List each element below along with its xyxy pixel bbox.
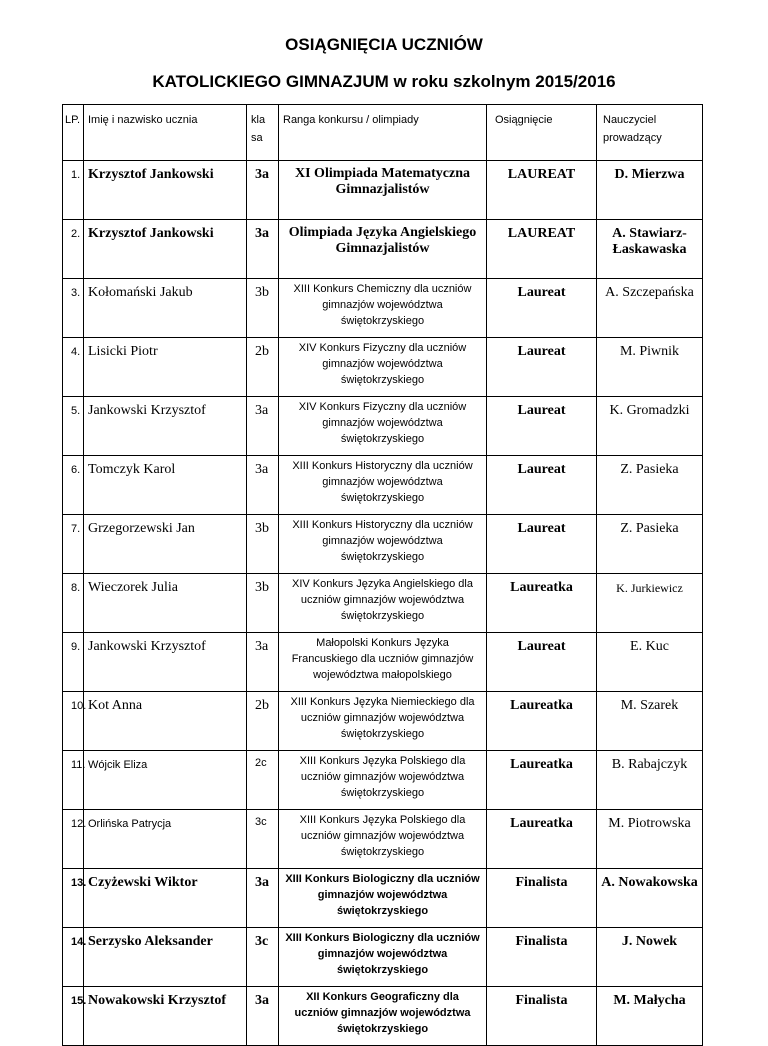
cell-name: Krzysztof Jankowski xyxy=(84,220,247,279)
table-row xyxy=(63,456,703,515)
cell-class: 3b xyxy=(247,515,279,574)
cell-achievement: LAUREAT xyxy=(487,161,597,220)
header-class: kla sa xyxy=(247,105,279,161)
cell-rank: XIII Konkurs Języka Niemieckiego dla uczniów gimnazjów województwa świętokrzyskiego xyxy=(279,692,487,751)
cell-rank: XIII Konkurs Biologiczny dla uczniów gimnazjów województwa świętokrzyskiego xyxy=(279,928,487,987)
table-row xyxy=(63,751,703,810)
cell-class: 3c xyxy=(247,928,279,987)
cell-lp: 10. xyxy=(63,692,84,751)
cell-name: Serzysko Aleksander xyxy=(84,928,247,987)
cell-lp: 9. xyxy=(63,633,84,692)
cell-achievement: Finalista xyxy=(487,869,597,928)
cell-achievement: Laureat xyxy=(487,397,597,456)
cell-rank: XIII Konkurs Języka Polskiego dla uczniów gimnazjów województwa świętokrzyskiego xyxy=(279,810,487,869)
table-row xyxy=(63,869,703,928)
cell-name: Tomczyk Karol xyxy=(84,456,247,515)
cell-achievement: Laureat xyxy=(487,515,597,574)
cell-teacher: B. Rabajczyk xyxy=(597,751,703,810)
cell-name: Wójcik Eliza xyxy=(84,751,247,810)
cell-class: 2c xyxy=(247,751,279,810)
cell-teacher: Z. Pasieka xyxy=(597,515,703,574)
cell-name: Grzegorzewski Jan xyxy=(84,515,247,574)
cell-rank: XIII Konkurs Historyczny dla uczniów gimnazjów województwa świętokrzyskiego xyxy=(279,456,487,515)
cell-achievement: Laureatka xyxy=(487,751,597,810)
cell-rank: XIII Konkurs Chemiczny dla uczniów gimnazjów województwa świętokrzyskiego xyxy=(279,279,487,338)
cell-class: 3a xyxy=(247,869,279,928)
cell-name: Nowakowski Krzysztof xyxy=(84,987,247,1046)
header-lp: LP. xyxy=(63,105,84,161)
cell-class: 3a xyxy=(247,633,279,692)
cell-name: Krzysztof Jankowski xyxy=(84,161,247,220)
cell-achievement: Laureat xyxy=(487,338,597,397)
cell-rank: XIV Konkurs Fizyczny dla uczniów gimnazjów województwa świętokrzyskiego xyxy=(279,397,487,456)
cell-rank: XIII Konkurs Historyczny dla uczniów gimnazjów województwa świętokrzyskiego xyxy=(279,515,487,574)
cell-class: 3b xyxy=(247,279,279,338)
table-row xyxy=(63,220,703,279)
table-row xyxy=(63,397,703,456)
table-row xyxy=(63,338,703,397)
cell-class: 3a xyxy=(247,220,279,279)
cell-teacher: D. Mierzwa xyxy=(597,161,703,220)
cell-teacher: M. Piotrowska xyxy=(597,810,703,869)
cell-name: Jankowski Krzysztof xyxy=(84,397,247,456)
header-achievement: Osiągnięcie xyxy=(487,105,597,161)
cell-rank: XIV Konkurs Fizyczny dla uczniów gimnazjów województwa świętokrzyskiego xyxy=(279,338,487,397)
cell-teacher: A. Szczepańska xyxy=(597,279,703,338)
cell-class: 2b xyxy=(247,338,279,397)
cell-name: Jankowski Krzysztof xyxy=(84,633,247,692)
table-row xyxy=(63,161,703,220)
cell-achievement: Laureatka xyxy=(487,574,597,633)
table-row xyxy=(63,279,703,338)
table-header-row xyxy=(63,105,703,161)
cell-teacher: K. Jurkiewicz xyxy=(597,574,703,633)
cell-name: Orlińska Patrycja xyxy=(84,810,247,869)
achievements-table xyxy=(62,104,703,1046)
cell-teacher: J. Nowek xyxy=(597,928,703,987)
cell-teacher: K. Gromadzki xyxy=(597,397,703,456)
cell-teacher: Z. Pasieka xyxy=(597,456,703,515)
cell-lp: 8. xyxy=(63,574,84,633)
header-name: Imię i nazwisko ucznia xyxy=(84,105,247,161)
cell-rank: XIII Konkurs Biologiczny dla uczniów gimnazjów województwa świętokrzyskiego xyxy=(279,869,487,928)
document-subtitle: KATOLICKIEGO GIMNAZJUM w roku szkolnym 2015/2016 xyxy=(152,72,616,91)
header-rank: Ranga konkursu / olimpiady xyxy=(279,105,487,161)
cell-lp: 2. xyxy=(63,220,84,279)
cell-lp: 3. xyxy=(63,279,84,338)
cell-class: 3a xyxy=(247,161,279,220)
cell-achievement: Laureat xyxy=(487,279,597,338)
cell-name: Kołomański Jakub xyxy=(84,279,247,338)
cell-class: 3a xyxy=(247,987,279,1046)
table-row xyxy=(63,928,703,987)
cell-rank: XIV Konkurs Języka Angielskiego dla uczniów gimnazjów województwa świętokrzyskiego xyxy=(279,574,487,633)
document-title: OSIĄGNIĘCIA UCZNIÓW xyxy=(285,35,483,54)
cell-name: Wieczorek Julia xyxy=(84,574,247,633)
cell-achievement: LAUREAT xyxy=(487,220,597,279)
cell-lp: 1. xyxy=(63,161,84,220)
cell-class: 3b xyxy=(247,574,279,633)
cell-rank: XIII Konkurs Języka Polskiego dla uczniów gimnazjów województwa świętokrzyskiego xyxy=(279,751,487,810)
cell-rank: XI Olimpiada Matematyczna Gimnazjalistów xyxy=(279,161,487,220)
cell-lp: 7. xyxy=(63,515,84,574)
table-row xyxy=(63,692,703,751)
cell-lp: 14. xyxy=(63,928,84,987)
cell-teacher: M. Małycha xyxy=(597,987,703,1046)
cell-teacher: E. Kuc xyxy=(597,633,703,692)
cell-class: 3c xyxy=(247,810,279,869)
table-row xyxy=(63,987,703,1046)
cell-rank: Olimpiada Języka Angielskiego Gimnazjalistów xyxy=(279,220,487,279)
cell-rank: XII Konkurs Geograficzny dla uczniów gimnazjów województwa świętokrzyskiego xyxy=(279,987,487,1046)
cell-teacher: A. Nowakowska xyxy=(597,869,703,928)
cell-lp: 6. xyxy=(63,456,84,515)
table-row xyxy=(63,633,703,692)
cell-class: 3a xyxy=(247,397,279,456)
cell-lp: 5. xyxy=(63,397,84,456)
cell-achievement: Laureatka xyxy=(487,692,597,751)
table-row xyxy=(63,810,703,869)
cell-name: Kot Anna xyxy=(84,692,247,751)
cell-teacher: M. Szarek xyxy=(597,692,703,751)
cell-achievement: Finalista xyxy=(487,987,597,1046)
cell-lp: 12. xyxy=(63,810,84,869)
cell-achievement: Laureat xyxy=(487,456,597,515)
cell-teacher: M. Piwnik xyxy=(597,338,703,397)
table-row xyxy=(63,515,703,574)
cell-class: 3a xyxy=(247,456,279,515)
cell-class: 2b xyxy=(247,692,279,751)
cell-lp: 4. xyxy=(63,338,84,397)
header-teacher: Nauczyciel prowadzący xyxy=(597,105,703,161)
cell-name: Lisicki Piotr xyxy=(84,338,247,397)
cell-name: Czyżewski Wiktor xyxy=(84,869,247,928)
cell-achievement: Finalista xyxy=(487,928,597,987)
cell-rank: Małopolski Konkurs Języka Francuskiego dla uczniów gimnazjów województwa małopolskiego xyxy=(279,633,487,692)
cell-achievement: Laureat xyxy=(487,633,597,692)
cell-lp: 15. xyxy=(63,987,84,1046)
cell-teacher: A. Stawiarz-Łaskawaska xyxy=(597,220,703,279)
cell-lp: 11. xyxy=(63,751,84,810)
cell-achievement: Laureatka xyxy=(487,810,597,869)
table-row xyxy=(63,574,703,633)
cell-lp: 13. xyxy=(63,869,84,928)
